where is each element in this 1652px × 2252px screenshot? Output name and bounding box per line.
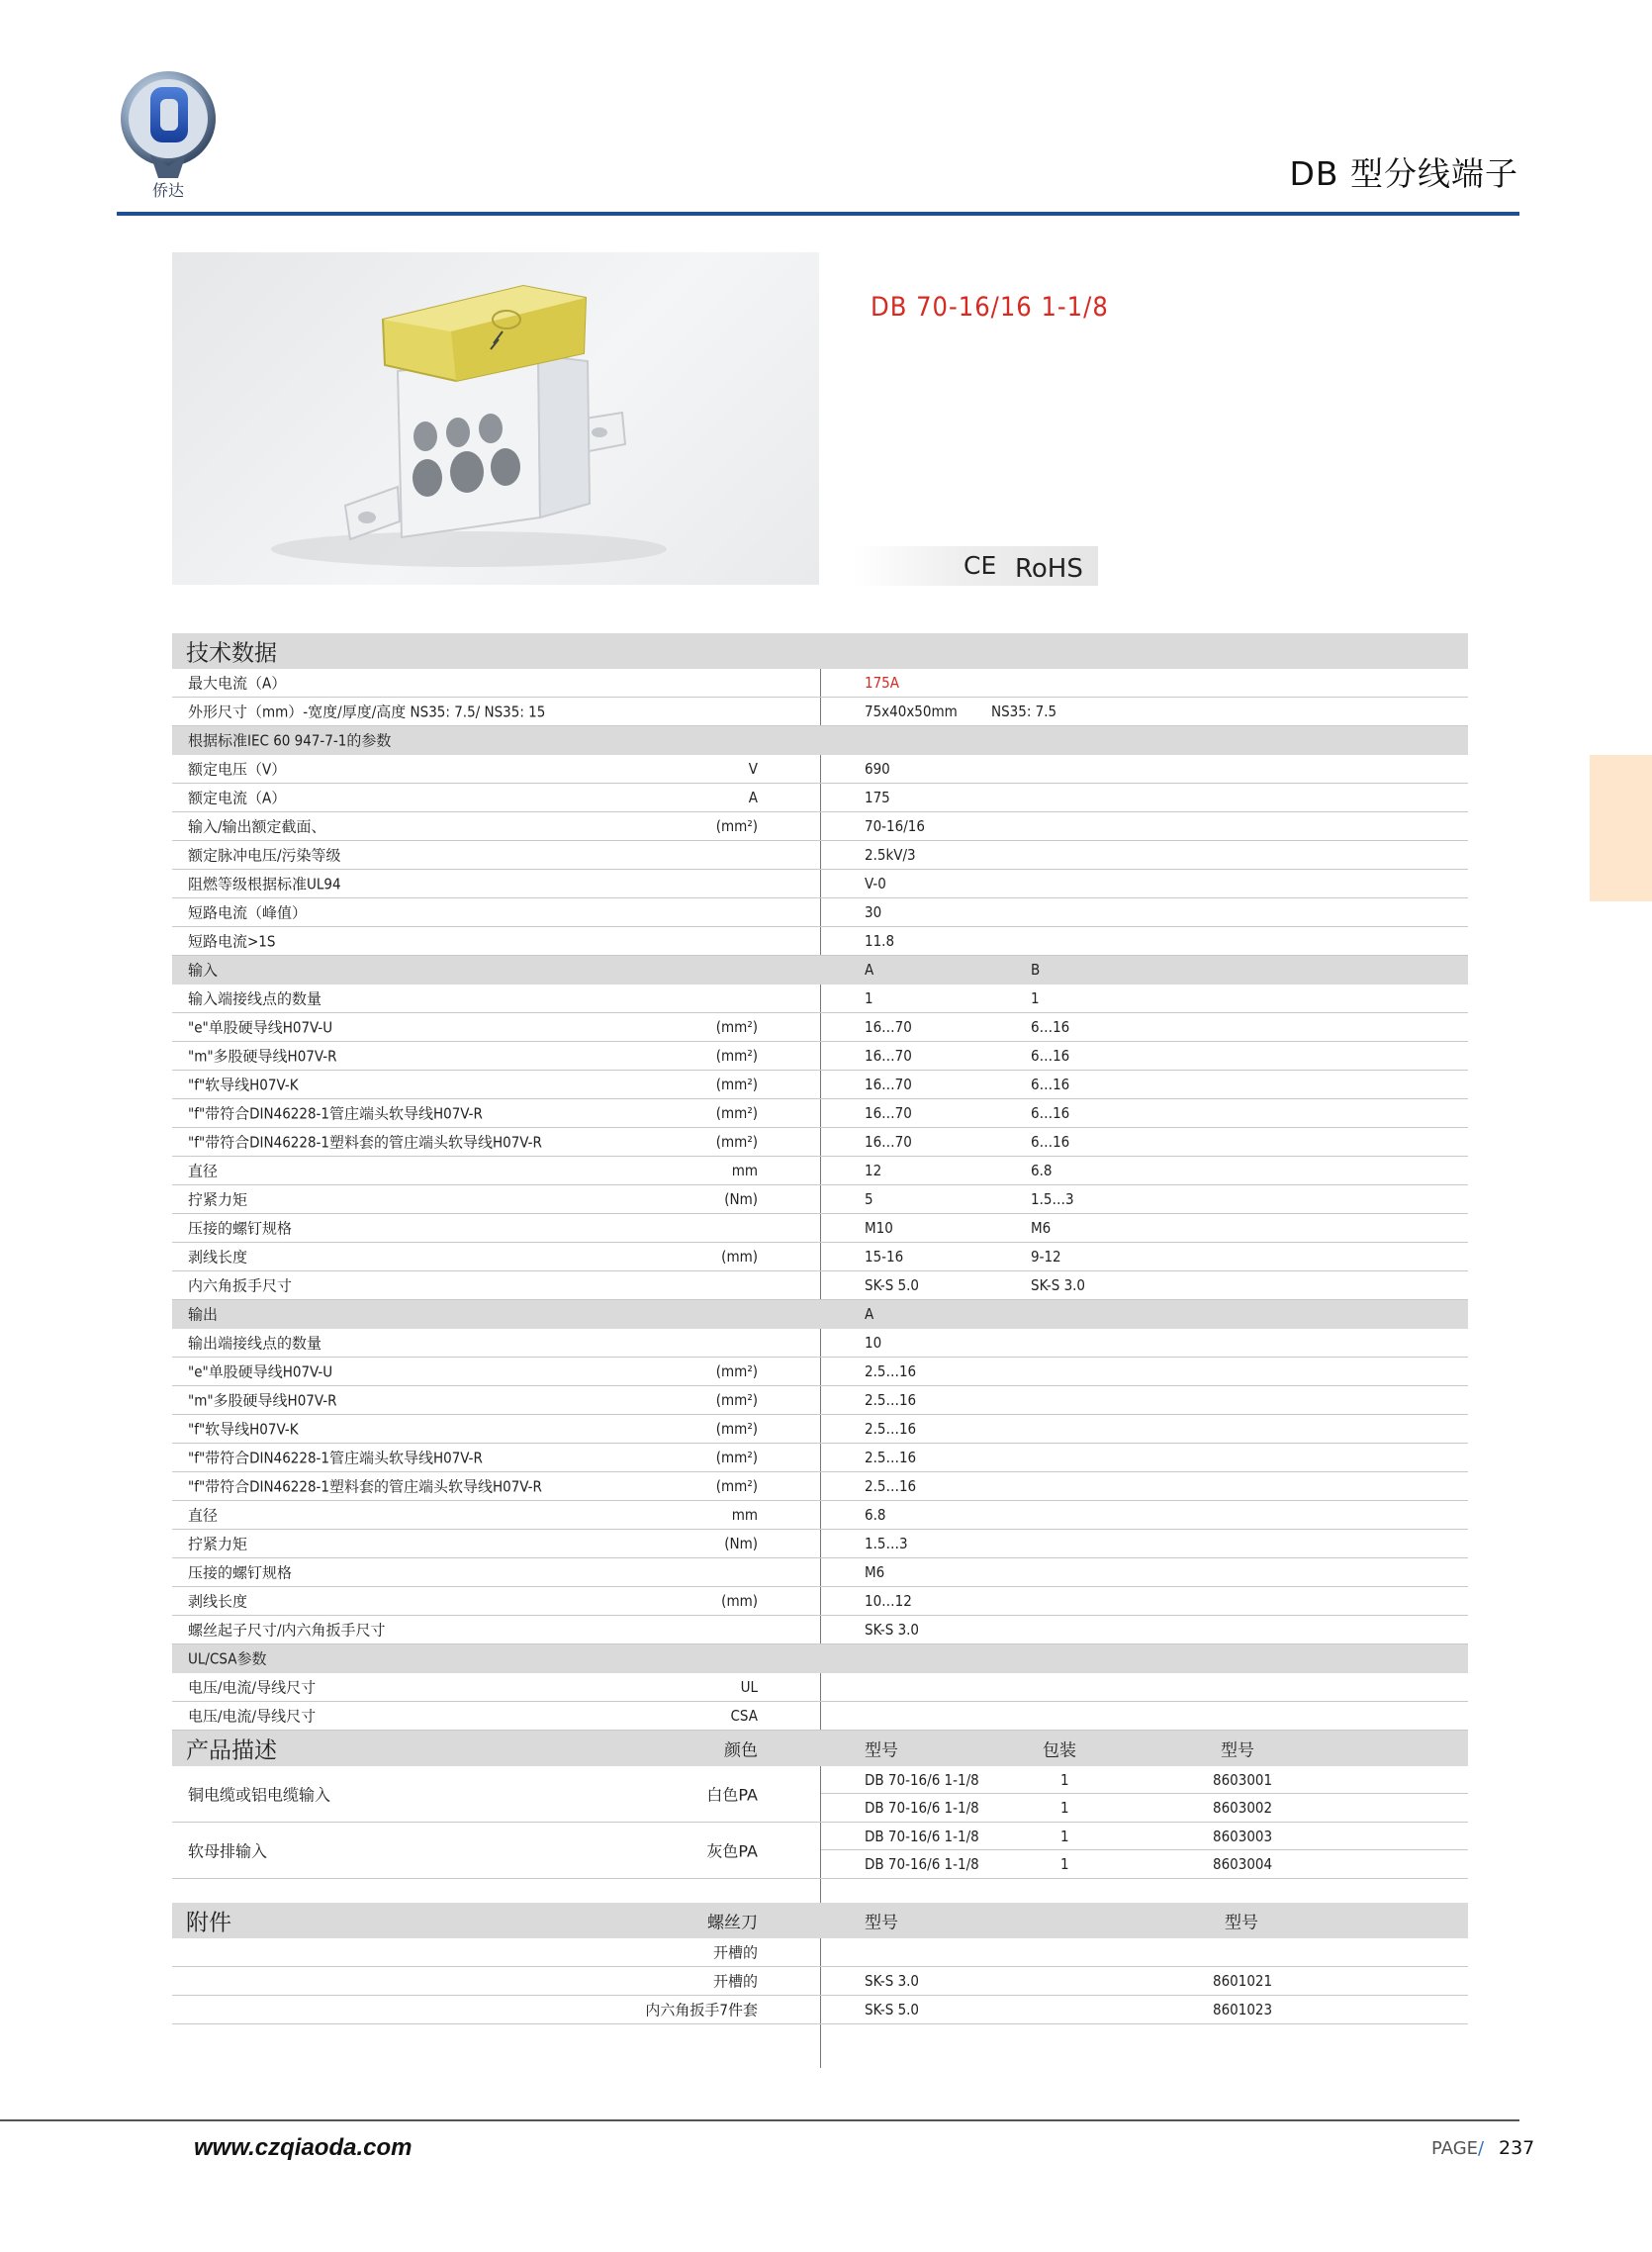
- col-header-pack: 包装: [1043, 1740, 1076, 1761]
- group-label: 铜电缆或铝电缆输入: [188, 1785, 331, 1805]
- row-label: 螺丝起子尺寸/内六角扳手尺寸: [188, 1621, 386, 1640]
- row-value: 1.5…3: [865, 1535, 908, 1552]
- table-row: [172, 1185, 1468, 1214]
- row-unit: (mm²): [715, 1362, 758, 1380]
- row-unit: (mm²): [715, 1047, 758, 1065]
- row-value: 12: [865, 1162, 882, 1179]
- table-group-row: [172, 1644, 1468, 1673]
- row-value-2: M6: [1031, 1219, 1052, 1237]
- row-code: 8603001: [1213, 1771, 1273, 1789]
- row-label: "f"带符合DIN46228-1管庄端头软导线H07V-R: [188, 1449, 483, 1467]
- row-model: DB 70-16/6 1-1/8: [865, 1771, 979, 1789]
- row-label: "f"带符合DIN46228-1塑料套的管庄端头软导线H07V-R: [188, 1133, 542, 1152]
- table-row: [172, 898, 1468, 927]
- row-label: 额定电压（V）: [188, 760, 287, 779]
- row-value-2: 6…16: [1031, 1076, 1070, 1093]
- row-value-2: B: [1031, 961, 1041, 979]
- table-row: [172, 1558, 1468, 1587]
- tech-section-header: [172, 633, 1468, 669]
- row-value: 2.5…16: [865, 1420, 917, 1438]
- table-row: [172, 1472, 1468, 1501]
- row-value: 16…70: [865, 1018, 912, 1036]
- row-label: 剥线长度: [188, 1248, 248, 1267]
- row-value: 16…70: [865, 1047, 912, 1065]
- row-label: 电压/电流/导线尺寸: [188, 1678, 317, 1697]
- row-unit: (mm): [721, 1248, 758, 1266]
- desc-section-header: [172, 1731, 1468, 1766]
- table-row: [172, 1214, 1468, 1243]
- row-value-2: SK-S 3.0: [1031, 1276, 1086, 1294]
- table-group-row: [172, 1300, 1468, 1329]
- table-row: [172, 1042, 1468, 1071]
- row-value: V-0: [865, 875, 886, 892]
- row-code: 8603002: [1213, 1799, 1273, 1817]
- group-color: 白色PA: [706, 1785, 758, 1805]
- row-label: 拧紧力矩: [188, 1190, 248, 1209]
- row-value: A: [865, 961, 874, 979]
- row-model: SK-S 3.0: [865, 1972, 920, 1990]
- row-code: 8603004: [1213, 1855, 1273, 1873]
- table-row: [172, 1823, 1468, 1850]
- footer-divider: [0, 2119, 1519, 2121]
- row-label: 直径: [188, 1506, 219, 1525]
- row-unit: CSA: [730, 1707, 758, 1725]
- section-title: 产品描述: [186, 1737, 277, 1764]
- row-unit: (mm²): [715, 1076, 758, 1093]
- table-row: [172, 1938, 1468, 1967]
- group-label: 软母排输入: [188, 1841, 268, 1861]
- page-label: PAGE/: [1431, 2138, 1485, 2159]
- table-row: [172, 985, 1468, 1013]
- row-pack: 1: [1060, 1828, 1069, 1845]
- col-header-code: 型号: [1221, 1740, 1254, 1761]
- col-header-model: 型号: [865, 1913, 898, 1933]
- row-label: UL/CSA参数: [188, 1649, 267, 1668]
- table-row: [172, 784, 1468, 812]
- row-value-2: 1.5…3: [1031, 1190, 1074, 1208]
- row-label: "f"软导线H07V-K: [188, 1076, 299, 1094]
- table-row: [172, 1358, 1468, 1386]
- row-label: 输出: [188, 1305, 219, 1324]
- section-title: 技术数据: [186, 640, 277, 667]
- rohs-mark: RoHS: [1015, 554, 1083, 584]
- row-value: 2.5…16: [865, 1362, 917, 1380]
- row-value: 16…70: [865, 1104, 912, 1122]
- row-unit: (mm²): [715, 1133, 758, 1151]
- row-label: 额定电流（A）: [188, 789, 287, 807]
- row-model: SK-S 5.0: [865, 2001, 920, 2018]
- row-value-2: 6…16: [1031, 1047, 1070, 1065]
- page-number: 237: [1499, 2137, 1535, 2159]
- col-header-model: 型号: [865, 1740, 898, 1761]
- website-url[interactable]: www.czqiaoda.com: [194, 2134, 413, 2161]
- row-value-2: 1: [1031, 989, 1040, 1007]
- table-row: [172, 1071, 1468, 1099]
- row-label: 根据标准IEC 60 947-7-1的参数: [188, 731, 392, 750]
- row-value: 690: [865, 760, 890, 778]
- row-label: 直径: [188, 1162, 219, 1180]
- row-value-2: 6…16: [1031, 1018, 1070, 1036]
- table-row: [172, 1967, 1468, 1996]
- row-value: 10: [865, 1334, 882, 1352]
- row-label: 额定脉冲电压/污染等级: [188, 846, 341, 865]
- row-value: 6.8: [865, 1506, 886, 1524]
- row-value: 175: [865, 789, 890, 806]
- table-row: [172, 1530, 1468, 1558]
- row-label: "e"单股硬导线H07V-U: [188, 1362, 333, 1381]
- row-model: DB 70-16/6 1-1/8: [865, 1855, 979, 1873]
- row-type: 内六角扳手7件套: [645, 2001, 758, 2019]
- row-value-2: 6…16: [1031, 1133, 1070, 1151]
- ce-mark: CE: [964, 551, 997, 580]
- row-value: 2.5kV/3: [865, 846, 916, 864]
- tech-data-table: [172, 633, 1468, 2024]
- row-code: 8601021: [1213, 1972, 1273, 1990]
- table-row: [172, 1587, 1468, 1616]
- row-label: 拧紧力矩: [188, 1535, 248, 1553]
- table-row: [172, 870, 1468, 898]
- row-value: 75x40x50mm: [865, 703, 958, 720]
- group-color: 灰色PA: [706, 1841, 758, 1861]
- row-value: SK-S 3.0: [865, 1621, 920, 1639]
- row-label: 输入端接线点的数量: [188, 989, 322, 1008]
- row-label: "f"带符合DIN46228-1管庄端头软导线H07V-R: [188, 1104, 483, 1123]
- row-label: 阻燃等级根据标准UL94: [188, 875, 341, 893]
- row-label: 电压/电流/导线尺寸: [188, 1707, 317, 1726]
- row-label: "m"多股硬导线H07V-R: [188, 1391, 337, 1410]
- row-label: "f"带符合DIN46228-1塑料套的管庄端头软导线H07V-R: [188, 1477, 542, 1496]
- row-label: 输入/输出额定截面、: [188, 817, 326, 836]
- table-row: [172, 1128, 1468, 1157]
- desc-group: [172, 1766, 1468, 1823]
- row-label: "f"软导线H07V-K: [188, 1420, 299, 1439]
- table-row: [172, 1415, 1468, 1444]
- row-unit: (mm²): [715, 1104, 758, 1122]
- row-unit: A: [748, 789, 758, 806]
- table-row: [172, 927, 1468, 956]
- row-unit: (mm): [721, 1592, 758, 1610]
- row-label: 最大电流（A）: [188, 674, 287, 693]
- table-row: [172, 1794, 1468, 1822]
- row-value: 2.5…16: [865, 1449, 917, 1466]
- table-row: [172, 1996, 1468, 2024]
- row-label: 短路电流>1S: [188, 932, 276, 951]
- row-value: 1: [865, 989, 873, 1007]
- table-row: [172, 1271, 1468, 1300]
- table-group-row: [172, 956, 1468, 985]
- table-row: [172, 1329, 1468, 1358]
- row-value-2: NS35: 7.5: [991, 703, 1057, 720]
- table-row: [172, 1702, 1468, 1731]
- row-unit: (mm²): [715, 1477, 758, 1495]
- row-label: "e"单股硬导线H07V-U: [188, 1018, 333, 1037]
- row-value: 10…12: [865, 1592, 912, 1610]
- row-unit: mm: [731, 1162, 758, 1179]
- row-label: 输出端接线点的数量: [188, 1334, 322, 1353]
- table-row: [172, 755, 1468, 784]
- table-row: [172, 1386, 1468, 1415]
- col-header-code: 型号: [1225, 1913, 1258, 1933]
- row-pack: 1: [1060, 1799, 1069, 1817]
- section-title: 附件: [186, 1910, 231, 1936]
- desc-group: [172, 1823, 1468, 1879]
- table-row: [172, 698, 1468, 726]
- product-model-title: DB 70-16/16 1-1/8: [871, 292, 1109, 323]
- row-value: M6: [865, 1563, 885, 1581]
- table-row: [172, 669, 1468, 698]
- row-value: A: [865, 1305, 874, 1323]
- row-label: 短路电流（峰值）: [188, 903, 308, 922]
- row-unit: (Nm): [724, 1535, 758, 1552]
- row-label: 压接的螺钉规格: [188, 1563, 293, 1582]
- row-value: M10: [865, 1219, 893, 1237]
- row-value: 70-16/16: [865, 817, 925, 835]
- row-unit: V: [748, 760, 758, 778]
- page-title: DB 型分线端子: [1289, 154, 1518, 193]
- row-label: 压接的螺钉规格: [188, 1219, 293, 1238]
- row-unit: (mm²): [715, 1391, 758, 1409]
- table-row: [172, 1850, 1468, 1878]
- table-row: [172, 1099, 1468, 1128]
- row-value: 16…70: [865, 1133, 912, 1151]
- col-header-type: 螺丝刀: [707, 1913, 758, 1933]
- row-unit: (Nm): [724, 1190, 758, 1208]
- row-unit: (mm²): [715, 817, 758, 835]
- table-row: [172, 1673, 1468, 1702]
- table-row: [172, 1444, 1468, 1472]
- col-header-color: 颜色: [724, 1740, 758, 1761]
- row-unit: (mm²): [715, 1018, 758, 1036]
- row-value: 11.8: [865, 932, 895, 950]
- row-model: DB 70-16/6 1-1/8: [865, 1799, 979, 1817]
- row-unit: UL: [740, 1678, 758, 1696]
- side-tab-marker: [1590, 755, 1652, 901]
- row-code: 8601023: [1213, 2001, 1273, 2018]
- row-label: 输入: [188, 961, 219, 980]
- row-label: 外形尺寸（mm）-宽度/厚度/高度 NS35: 7.5/ NS35: 15: [188, 703, 546, 721]
- table-row: [172, 1013, 1468, 1042]
- table-row: [172, 1501, 1468, 1530]
- row-value: 5: [865, 1190, 873, 1208]
- table-row: [172, 841, 1468, 870]
- header-divider: [117, 212, 1519, 216]
- table-group-row: [172, 726, 1468, 755]
- product-photo: [172, 252, 819, 585]
- row-label: 内六角扳手尺寸: [188, 1276, 293, 1295]
- row-label: 剥线长度: [188, 1592, 248, 1611]
- row-unit: mm: [731, 1506, 758, 1524]
- row-value-2: 6…16: [1031, 1104, 1070, 1122]
- table-row: [172, 1616, 1468, 1644]
- company-logo: [117, 67, 220, 202]
- acc-section-header: [172, 1903, 1468, 1938]
- row-pack: 1: [1060, 1855, 1069, 1873]
- row-value: 16…70: [865, 1076, 912, 1093]
- table-row: [172, 1157, 1468, 1185]
- row-code: 8603003: [1213, 1828, 1273, 1845]
- row-value: 175A: [865, 674, 899, 692]
- table-row: [172, 812, 1468, 841]
- row-unit: (mm²): [715, 1449, 758, 1466]
- row-value-2: 6.8: [1031, 1162, 1053, 1179]
- row-value: 30: [865, 903, 882, 921]
- row-type: 开槽的: [712, 1943, 758, 1962]
- table-row: [172, 1766, 1468, 1794]
- row-value: 15-16: [865, 1248, 904, 1266]
- row-unit: (mm²): [715, 1420, 758, 1438]
- svg-text:侨达: 侨达: [151, 181, 185, 200]
- row-value: 2.5…16: [865, 1391, 917, 1409]
- row-pack: 1: [1060, 1771, 1069, 1789]
- row-value-2: 9-12: [1031, 1248, 1061, 1266]
- row-value: 2.5…16: [865, 1477, 917, 1495]
- row-type: 开槽的: [712, 1972, 758, 1991]
- table-row: [172, 1243, 1468, 1271]
- certification-strip: [853, 546, 1098, 586]
- row-label: "m"多股硬导线H07V-R: [188, 1047, 337, 1066]
- row-value: SK-S 5.0: [865, 1276, 920, 1294]
- row-model: DB 70-16/6 1-1/8: [865, 1828, 979, 1845]
